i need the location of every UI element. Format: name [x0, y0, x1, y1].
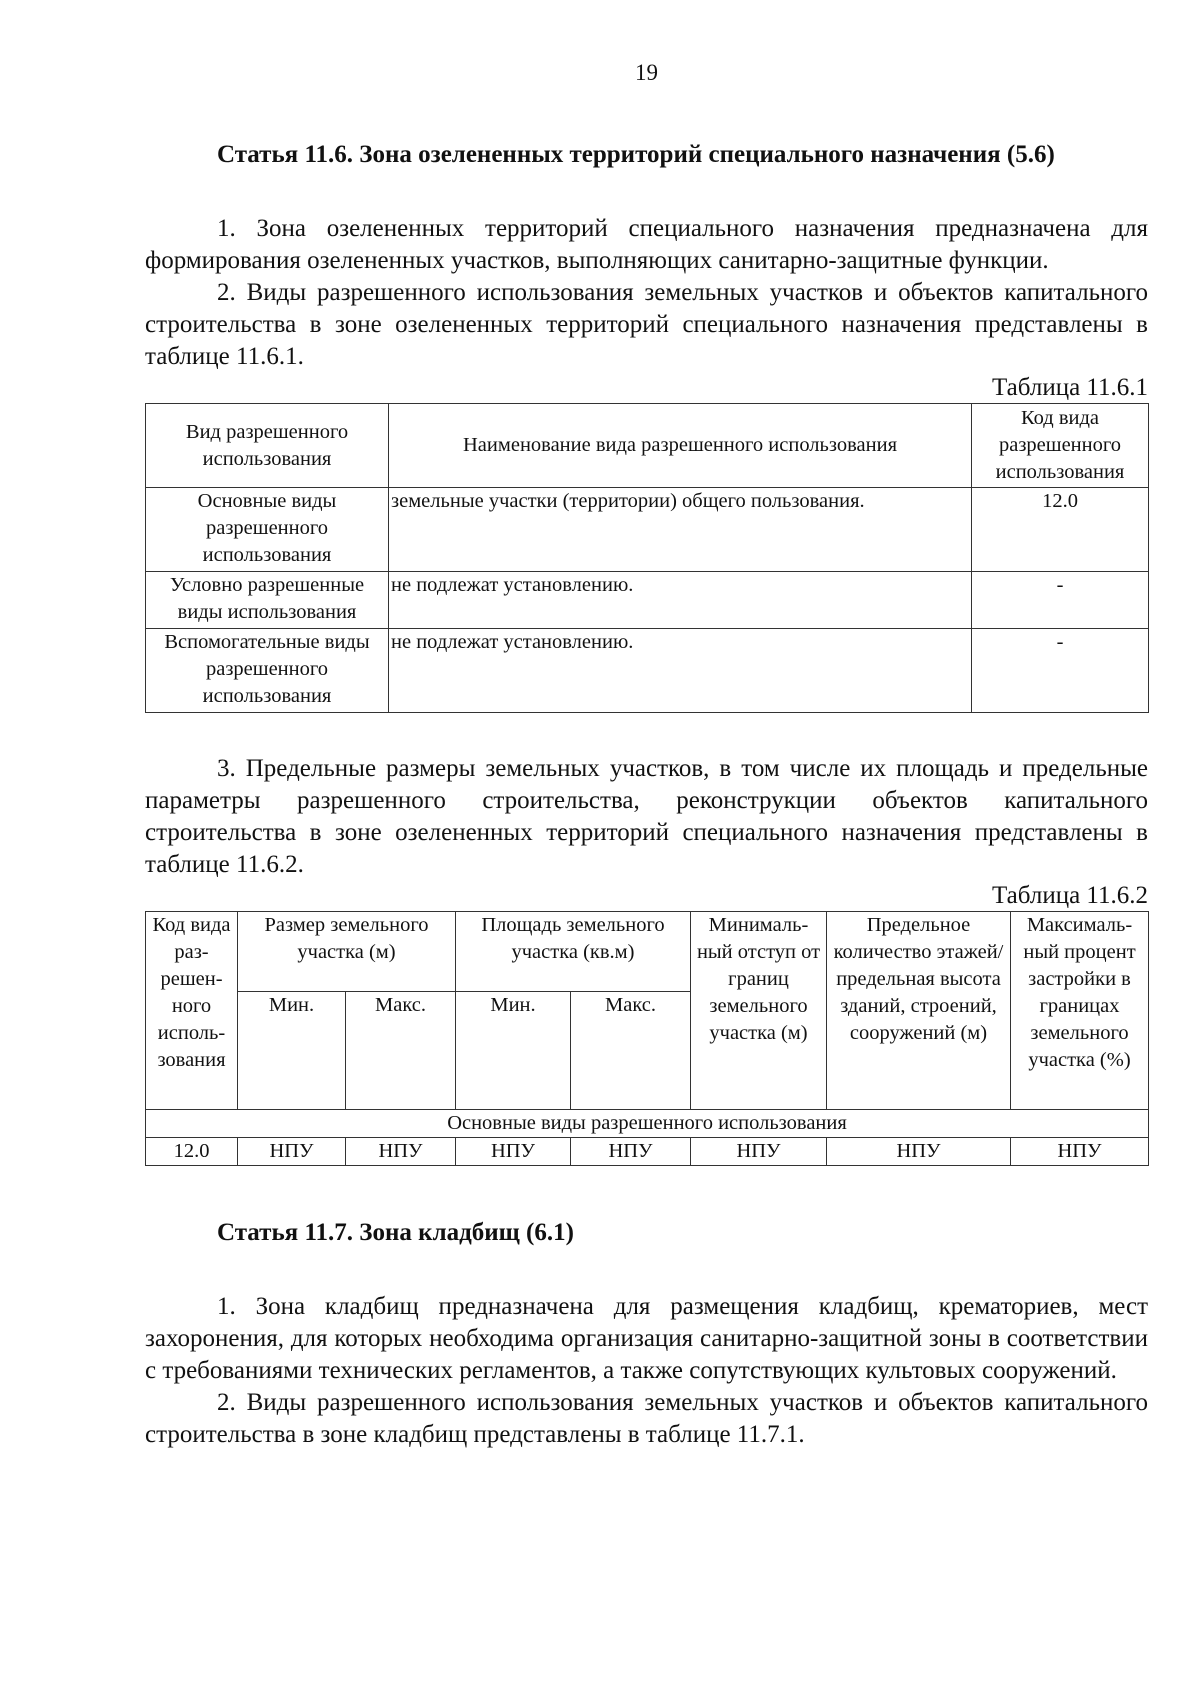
- header-cell: Наименование вида разрешенного использования: [389, 404, 972, 488]
- header-cell: Вид разрешенного использования: [146, 404, 389, 488]
- header-cell-area: Площадь земельного участка (кв.м): [456, 912, 691, 992]
- article-11-7-paragraph-2: 2. Виды разрешенного использования земельных участков и объектов капитального строительства в зоне кладбищ представлены в таблице 11.7.1.: [145, 1389, 1148, 1448]
- table-row: [146, 629, 1149, 713]
- table-11-6-1-caption: Таблица 11.6.1: [992, 374, 1148, 401]
- table-cell: земельные участки (территории) общего пользования.: [389, 488, 972, 572]
- table-cell: НПУ: [238, 1138, 346, 1166]
- table-11-6-2: [145, 911, 1149, 1166]
- table-cell: НПУ: [691, 1138, 827, 1166]
- article-11-6-paragraph-1: 1. Зона озелененных территорий специального назначения предназначена для формирования озелененных участков, выполняющих санитарно-защитные функции.: [145, 215, 1148, 274]
- section-cell: Основные виды разрешенного использования: [146, 1110, 1149, 1138]
- header-cell-floors: Предельное количество этажей/ предельная высота зданий, строений, сооружений (м): [827, 912, 1011, 1110]
- table-cell: НПУ: [1011, 1138, 1149, 1166]
- header-cell-area-max: Макс.: [571, 992, 691, 1110]
- table-header-row: [146, 404, 1149, 488]
- page-number: 19: [635, 60, 658, 85]
- header-cell-size-min: Мин.: [238, 992, 346, 1110]
- table-cell: не подлежат установлению.: [389, 629, 972, 713]
- table-11-6-1: [145, 403, 1149, 713]
- header-cell-size: Размер земельного участка (м): [238, 912, 456, 992]
- article-11-7-title: Статья 11.7. Зона кладбищ (6.1): [217, 1219, 574, 1246]
- table-cell: НПУ: [456, 1138, 571, 1166]
- table-cell: Основные виды разрешенного использования: [146, 488, 389, 572]
- table-cell: не подлежат установлению.: [389, 572, 972, 629]
- header-cell-setback: Минималь- ный отступ от границ земельного участка (м): [691, 912, 827, 1110]
- table-cell: НПУ: [346, 1138, 456, 1166]
- header-cell-percent: Максималь- ный процент застройки в границах земельного участка (%): [1011, 912, 1149, 1110]
- header-cell-size-max: Макс.: [346, 992, 456, 1110]
- header-cell-area-min: Мин.: [456, 992, 571, 1110]
- table-cell: 12.0: [146, 1138, 238, 1166]
- article-11-6-paragraph-2: 2. Виды разрешенного использования земельных участков и объектов капитального строительства в зоне озелененных территорий специального назначения представлены в таблице 11.6.1.: [145, 279, 1148, 370]
- article-11-6-paragraph-3: 3. Предельные размеры земельных участков, в том числе их площадь и предельные параметры разрешенного строительства, реконструкции объектов капитального строительства в зоне озелененных территорий специального назначения представлены в таблице 11.6.2.: [145, 755, 1148, 878]
- table-row: [146, 1138, 1149, 1166]
- article-11-7-paragraph-1: 1. Зона кладбищ предназначена для размещения кладбищ, крематориев, мест захоронения, для которых необходима организация санитарно-защитной зоны в соответствии с требованиями технических регламентов, а также сопутствующих культовых сооружений.: [145, 1293, 1148, 1384]
- table-header-row: [146, 912, 1149, 992]
- table-cell: -: [972, 629, 1149, 713]
- header-cell: Код вида разрешенного использования: [972, 404, 1149, 488]
- document-page: [145, 60, 1148, 1451]
- table-row: [146, 488, 1149, 572]
- table-cell: НПУ: [571, 1138, 691, 1166]
- article-11-6-title: Статья 11.6. Зона озелененных территорий специального назначения (5.6): [217, 141, 1055, 168]
- table-cell: 12.0: [972, 488, 1149, 572]
- table-cell: Вспомогательные виды разрешенного использования: [146, 629, 389, 713]
- header-cell-code: Код вида раз- решен- ного исполь- зования: [146, 912, 238, 1110]
- table-section-row: [146, 1110, 1149, 1138]
- table-cell: -: [972, 572, 1149, 629]
- table-11-6-2-caption: Таблица 11.6.2: [992, 882, 1148, 909]
- table-row: [146, 572, 1149, 629]
- table-cell: Условно разрешенные виды использования: [146, 572, 389, 629]
- table-cell: НПУ: [827, 1138, 1011, 1166]
